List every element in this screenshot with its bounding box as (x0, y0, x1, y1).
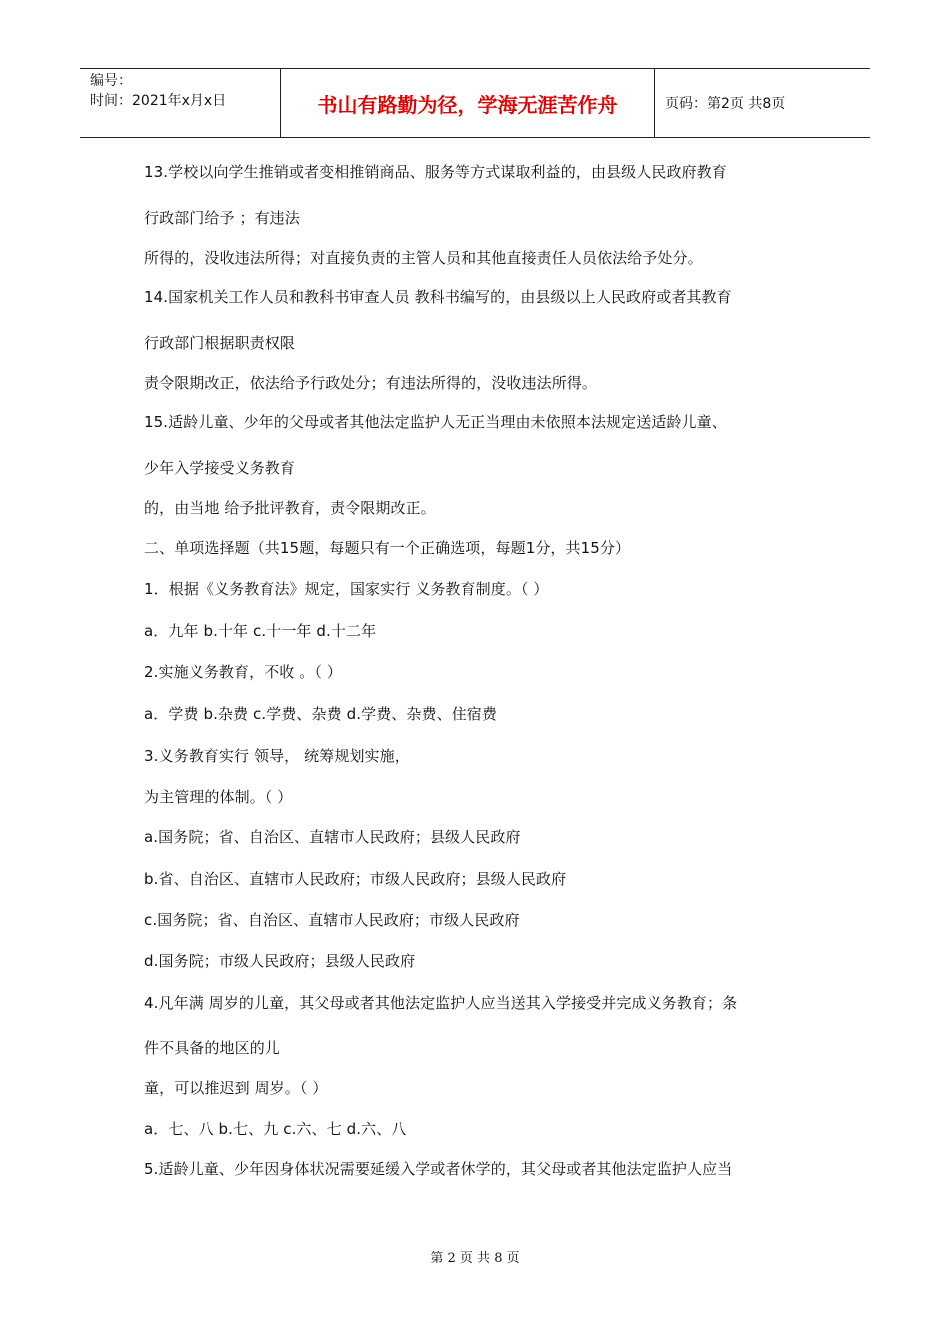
question-text: 1．根据《义务教育法》规定，国家实行 义务教育制度。（ ） (144, 580, 549, 598)
text-line: 行政部门给予 ；有违法 (144, 209, 300, 227)
question-text: 2.实施义务教育，不收 。（ ） (144, 663, 342, 681)
answer-option: c.国务院；省、自治区、直辖市人民政府；市级人民政府 (144, 911, 520, 929)
question-text: 3.义务教育实行 领导， 统筹规划实施， (144, 747, 410, 765)
text-line: 13.学校以向学生推销或者变相推销商品、服务等方式谋取利益的，由县级人民政府教育 (144, 163, 727, 181)
page-footer: 第 2 页 共 8 页 (430, 1251, 520, 1266)
answer-option: a.国务院；省、自治区、直辖市人民政府；县级人民政府 (144, 828, 521, 846)
text-line: 行政部门根据职责权限 (144, 334, 296, 352)
question-text: 5.适龄儿童、少年因身体状况需要延缓入学或者休学的，其父母或者其他法定监护人应当 (144, 1160, 733, 1178)
answer-option: b.省、自治区、直辖市人民政府；市级人民政府；县级人民政府 (144, 870, 567, 888)
question-text: 童，可以推迟到 周岁。（ ） (144, 1079, 328, 1097)
answer-options: a．七、八 b.七、九 c.六、七 d.六、八 (144, 1120, 407, 1138)
document-number: 编号： (90, 73, 132, 89)
answer-options: a．学费 b.杂费 c.学费、杂费 d.学费、杂费、住宿费 (144, 705, 497, 723)
text-line: 的，由当地 给予批评教育，责令限期改正。 (144, 499, 436, 517)
answer-option: d.国务院；市级人民政府；县级人民政府 (144, 952, 416, 970)
text-line: 少年入学接受义务教育 (144, 459, 296, 477)
section-heading: 二、单项选择题（共15题，每题只有一个正确选项，每题1分，共15分） (144, 539, 631, 557)
text-line: 15.适龄儿童、少年的父母或者其他法定监护人无正当理由未依照本法规定送适龄儿童、 (144, 413, 727, 431)
header-info (80, 69, 281, 137)
text-line: 所得的，没收违法所得；对直接负责的主管人员和其他直接责任人员依法给予处分。 (144, 249, 703, 267)
answer-options: a．九年 b.十年 c.十一年 d.十二年 (144, 622, 377, 640)
question-text: 4.凡年满 周岁的儿童，其父母或者其他法定监护人应当送其入学接受并完成义务教育；条 (144, 994, 738, 1012)
question-text: 为主管理的体制。（ ） (144, 788, 293, 806)
header-motto: 书山有路勤为径，学海无涯苦作舟 (281, 69, 655, 137)
document-date: 时间：2021年x月x日 (90, 93, 227, 109)
header-page-number: 页码：第2页 共8页 (665, 96, 786, 112)
text-line: 14.国家机关工作人员和教科书审查人员 教科书编写的，由县级以上人民政府或者其教育 (144, 288, 732, 306)
text-line: 责令限期改正，依法给予行政处分；有违法所得的，没收违法所得。 (144, 374, 598, 392)
page-header (80, 68, 870, 138)
question-text: 件不具备的地区的儿 (144, 1039, 280, 1057)
